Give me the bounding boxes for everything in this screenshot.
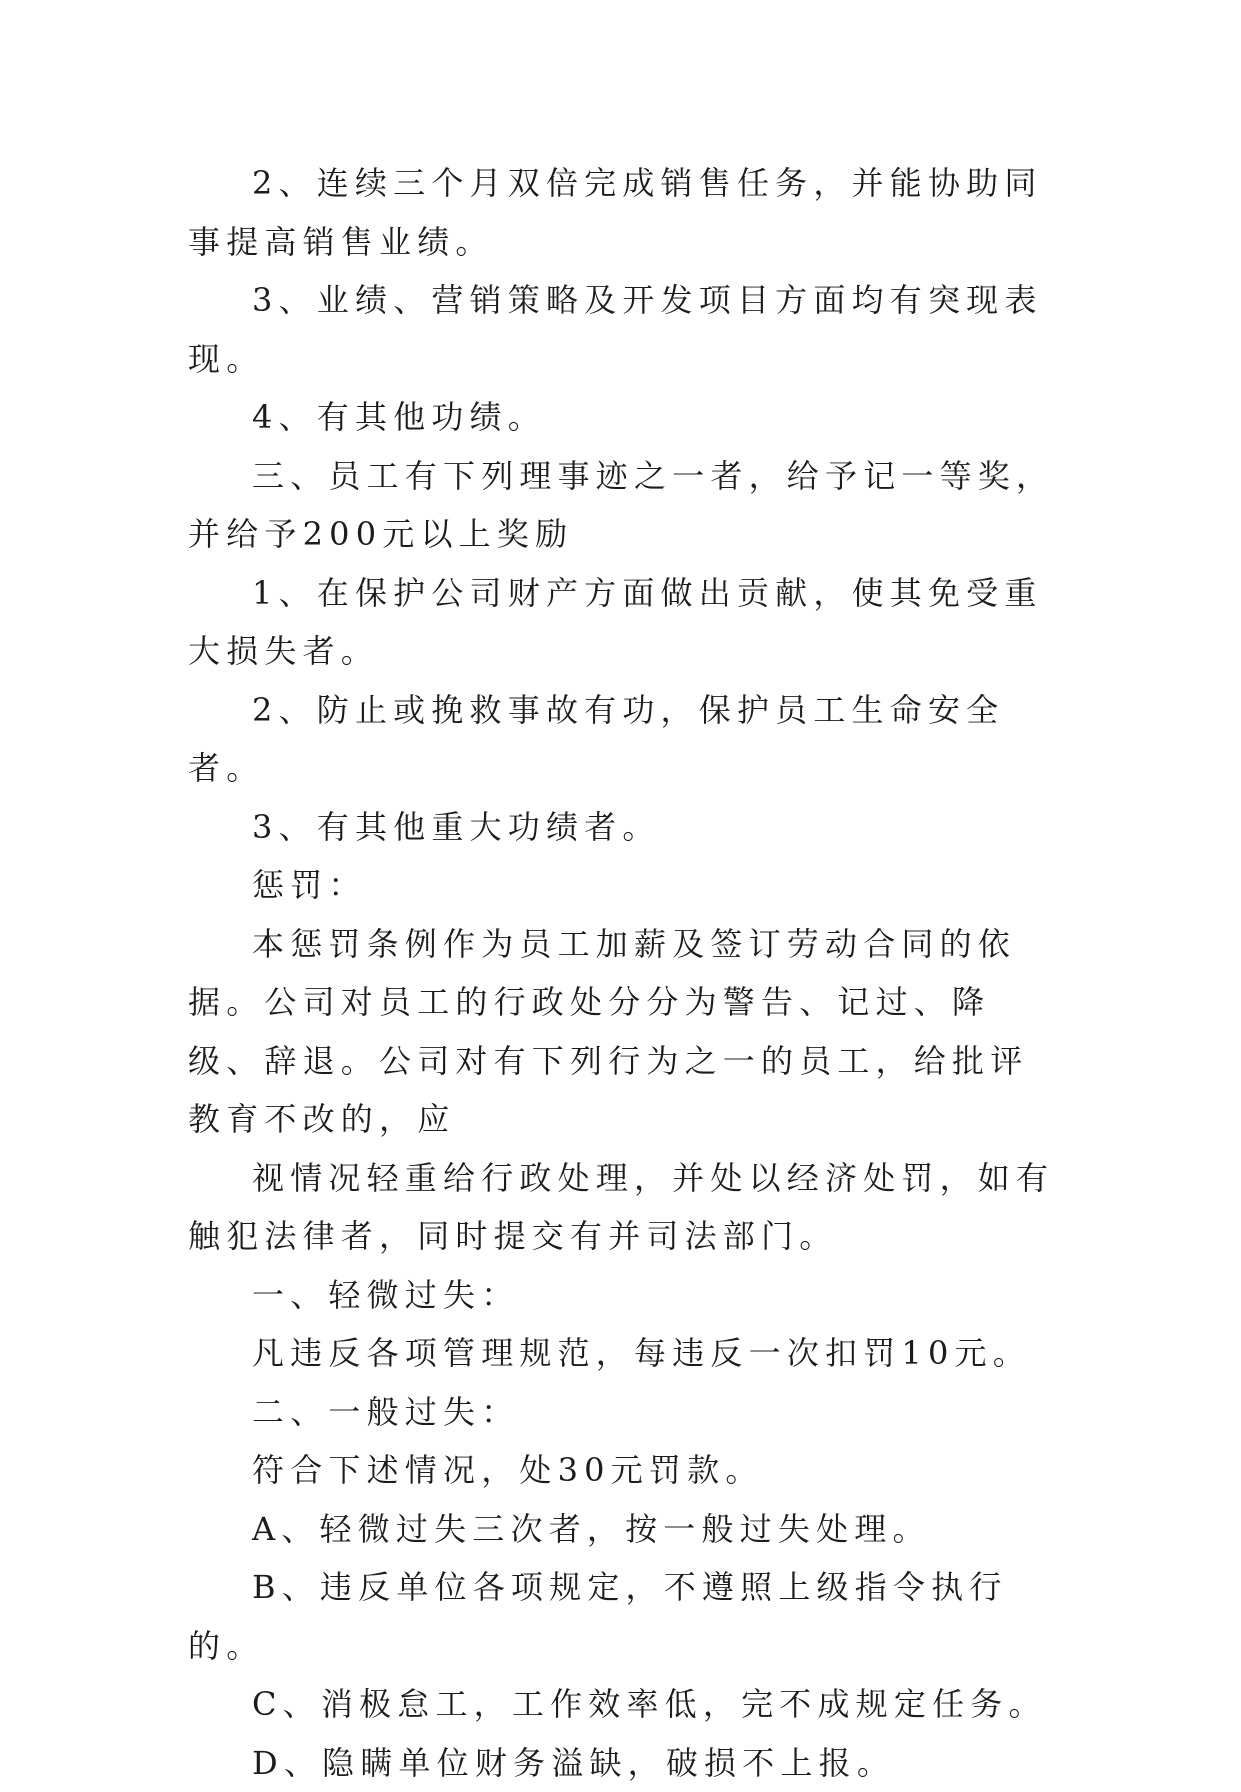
paragraph: 3、业绩、营销策略及开发项目方面均有突现表现。 [188,271,1058,388]
paragraph: 3、有其他重大功绩者。 [188,798,1058,857]
paragraph: 4、有其他功绩。 [188,388,1058,447]
section-heading: 惩罚： [188,856,1058,915]
list-item: D、隐瞒单位财务溢缺，破损不上报。 [188,1734,1058,1792]
list-item: A、轻微过失三次者，按一般过失处理。 [188,1500,1058,1559]
paragraph: 本惩罚条例作为员工加薪及签订劳动合同的依据。公司对员工的行政处分分为警告、记过、降级、辞退。公司对有下列行为之一的员工，给批评教育不改的，应 [188,915,1058,1149]
section-heading: 一、轻微过失： [188,1266,1058,1325]
paragraph: 凡违反各项管理规范，每违反一次扣罚10元。 [188,1324,1058,1383]
paragraph: 符合下述情况，处30元罚款。 [188,1441,1058,1500]
paragraph: 1、在保护公司财产方面做出贡献，使其免受重大损失者。 [188,564,1058,681]
list-item: B、违反单位各项规定，不遵照上级指令执行的。 [188,1558,1058,1675]
paragraph: 视情况轻重给行政处理，并处以经济处罚，如有触犯法律者，同时提交有并司法部门。 [188,1149,1058,1266]
paragraph: 2、防止或挽救事故有功，保护员工生命安全者。 [188,681,1058,798]
paragraph: 三、员工有下列理事迹之一者，给予记一等奖，并给予200元以上奖励 [188,447,1058,564]
document-body [188,154,1058,1792]
section-heading: 二、一般过失： [188,1383,1058,1442]
paragraph: 2、连续三个月双倍完成销售任务，并能协助同事提高销售业绩。 [188,154,1058,271]
list-item: C、消极怠工，工作效率低，完不成规定任务。 [188,1675,1058,1734]
